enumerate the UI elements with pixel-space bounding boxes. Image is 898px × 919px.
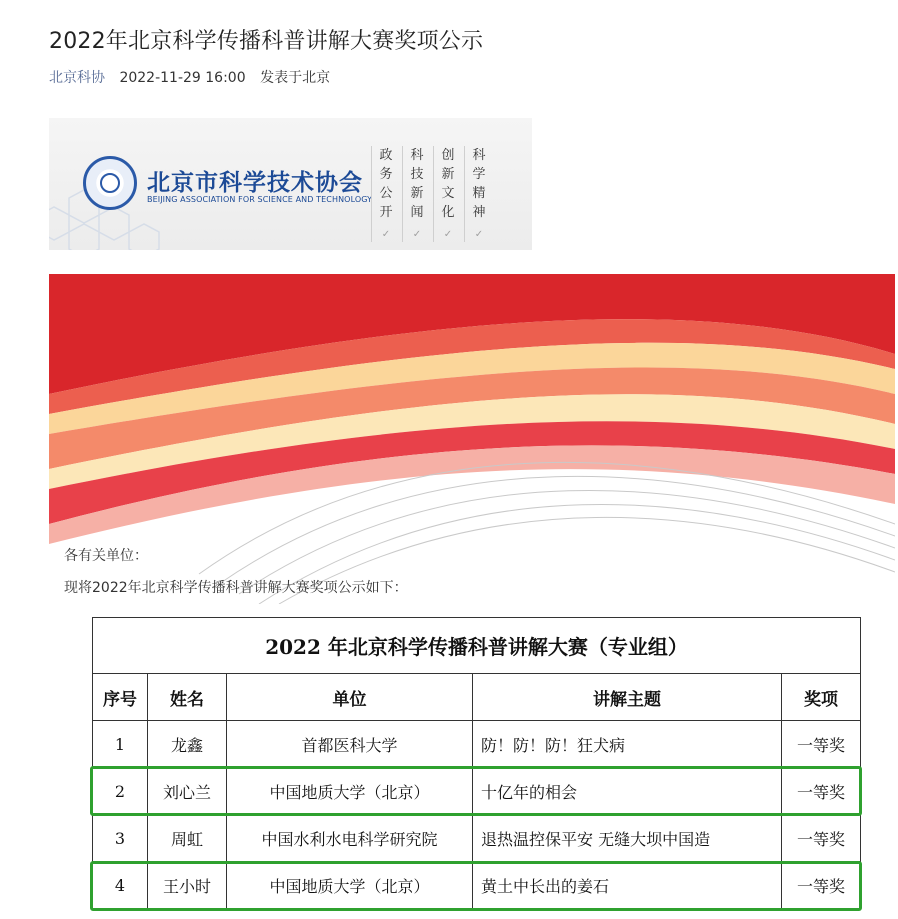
header-award: 奖项 [782, 674, 861, 721]
org-banner-image [49, 118, 532, 250]
publish-location: 发表于北京 [260, 70, 331, 86]
cell-topic: 黄土中长出的姜石 [473, 862, 782, 909]
cell-index: 4 [93, 862, 148, 909]
header-unit: 单位 [227, 674, 473, 721]
cell-award: 一等奖 [782, 815, 861, 862]
poster-header-image [49, 274, 895, 604]
header-name: 姓名 [148, 674, 227, 721]
pillar-label: 科技新闻 [410, 148, 424, 220]
cell-award: 一等奖 [782, 721, 861, 768]
notice-salutation: 各有关单位： [64, 548, 148, 564]
notice-intro: 现将2022年北京科学传播科普讲解大赛奖项公示如下： [64, 580, 408, 596]
cell-topic: 防！防！防！狂犬病 [473, 721, 782, 768]
pillar-government-affairs[interactable] [371, 146, 394, 242]
cell-topic: 十亿年的相会 [473, 768, 782, 815]
decorative-wave-graphic [49, 274, 895, 604]
cell-name: 周虹 [148, 815, 227, 862]
author-link[interactable]: 北京科协 [49, 70, 105, 86]
association-name-cn: 北京市科学技术协会 [147, 169, 363, 196]
checkmark-icon: ✓ [474, 229, 484, 240]
association-logo [83, 156, 137, 210]
cell-index: 2 [93, 768, 148, 815]
article-title: 2022年北京科学传播科普讲解大赛奖项公示 [49, 29, 484, 54]
cell-topic: 退热温控保平安 无缝大坝中国造 [473, 815, 782, 862]
table-header-row [93, 674, 861, 721]
checkmark-icon: ✓ [443, 229, 453, 240]
cell-index: 3 [93, 815, 148, 862]
cell-award: 一等奖 [782, 862, 861, 909]
cell-award: 一等奖 [782, 768, 861, 815]
pillar-label: 创新文化 [441, 148, 455, 220]
cell-unit: 中国地质大学（北京） [227, 862, 473, 909]
table-row [93, 721, 861, 768]
pillar-innovation-culture[interactable] [433, 146, 456, 242]
pillar-label: 政务公开 [379, 148, 393, 220]
highlight-box-row-4 [90, 861, 862, 911]
highlight-box-row-2 [90, 766, 862, 816]
cell-name: 王小时 [148, 862, 227, 909]
cell-unit: 首都医科大学 [227, 721, 473, 768]
article-meta [49, 67, 330, 87]
header-topic: 讲解主题 [473, 674, 782, 721]
cell-name: 刘心兰 [148, 768, 227, 815]
checkmark-icon: ✓ [412, 229, 422, 240]
pillar-science-spirit[interactable] [464, 146, 487, 242]
association-name-en: BEIJING ASSOCIATION FOR SCIENCE AND TECHNOLOGY [147, 195, 373, 204]
cell-index: 1 [93, 721, 148, 768]
cell-name: 龙鑫 [148, 721, 227, 768]
publish-time: 2022-11-29 16:00 [119, 70, 246, 86]
table-caption: 2022 年北京科学传播科普讲解大赛（专业组） [93, 618, 861, 674]
checkmark-icon: ✓ [381, 229, 391, 240]
pillar-label: 科学精神 [472, 148, 486, 220]
cell-unit: 中国地质大学（北京） [227, 768, 473, 815]
header-index: 序号 [93, 674, 148, 721]
pillar-tech-news[interactable] [402, 146, 425, 242]
cell-unit: 中国水利水电科学研究院 [227, 815, 473, 862]
table-row [93, 815, 861, 862]
